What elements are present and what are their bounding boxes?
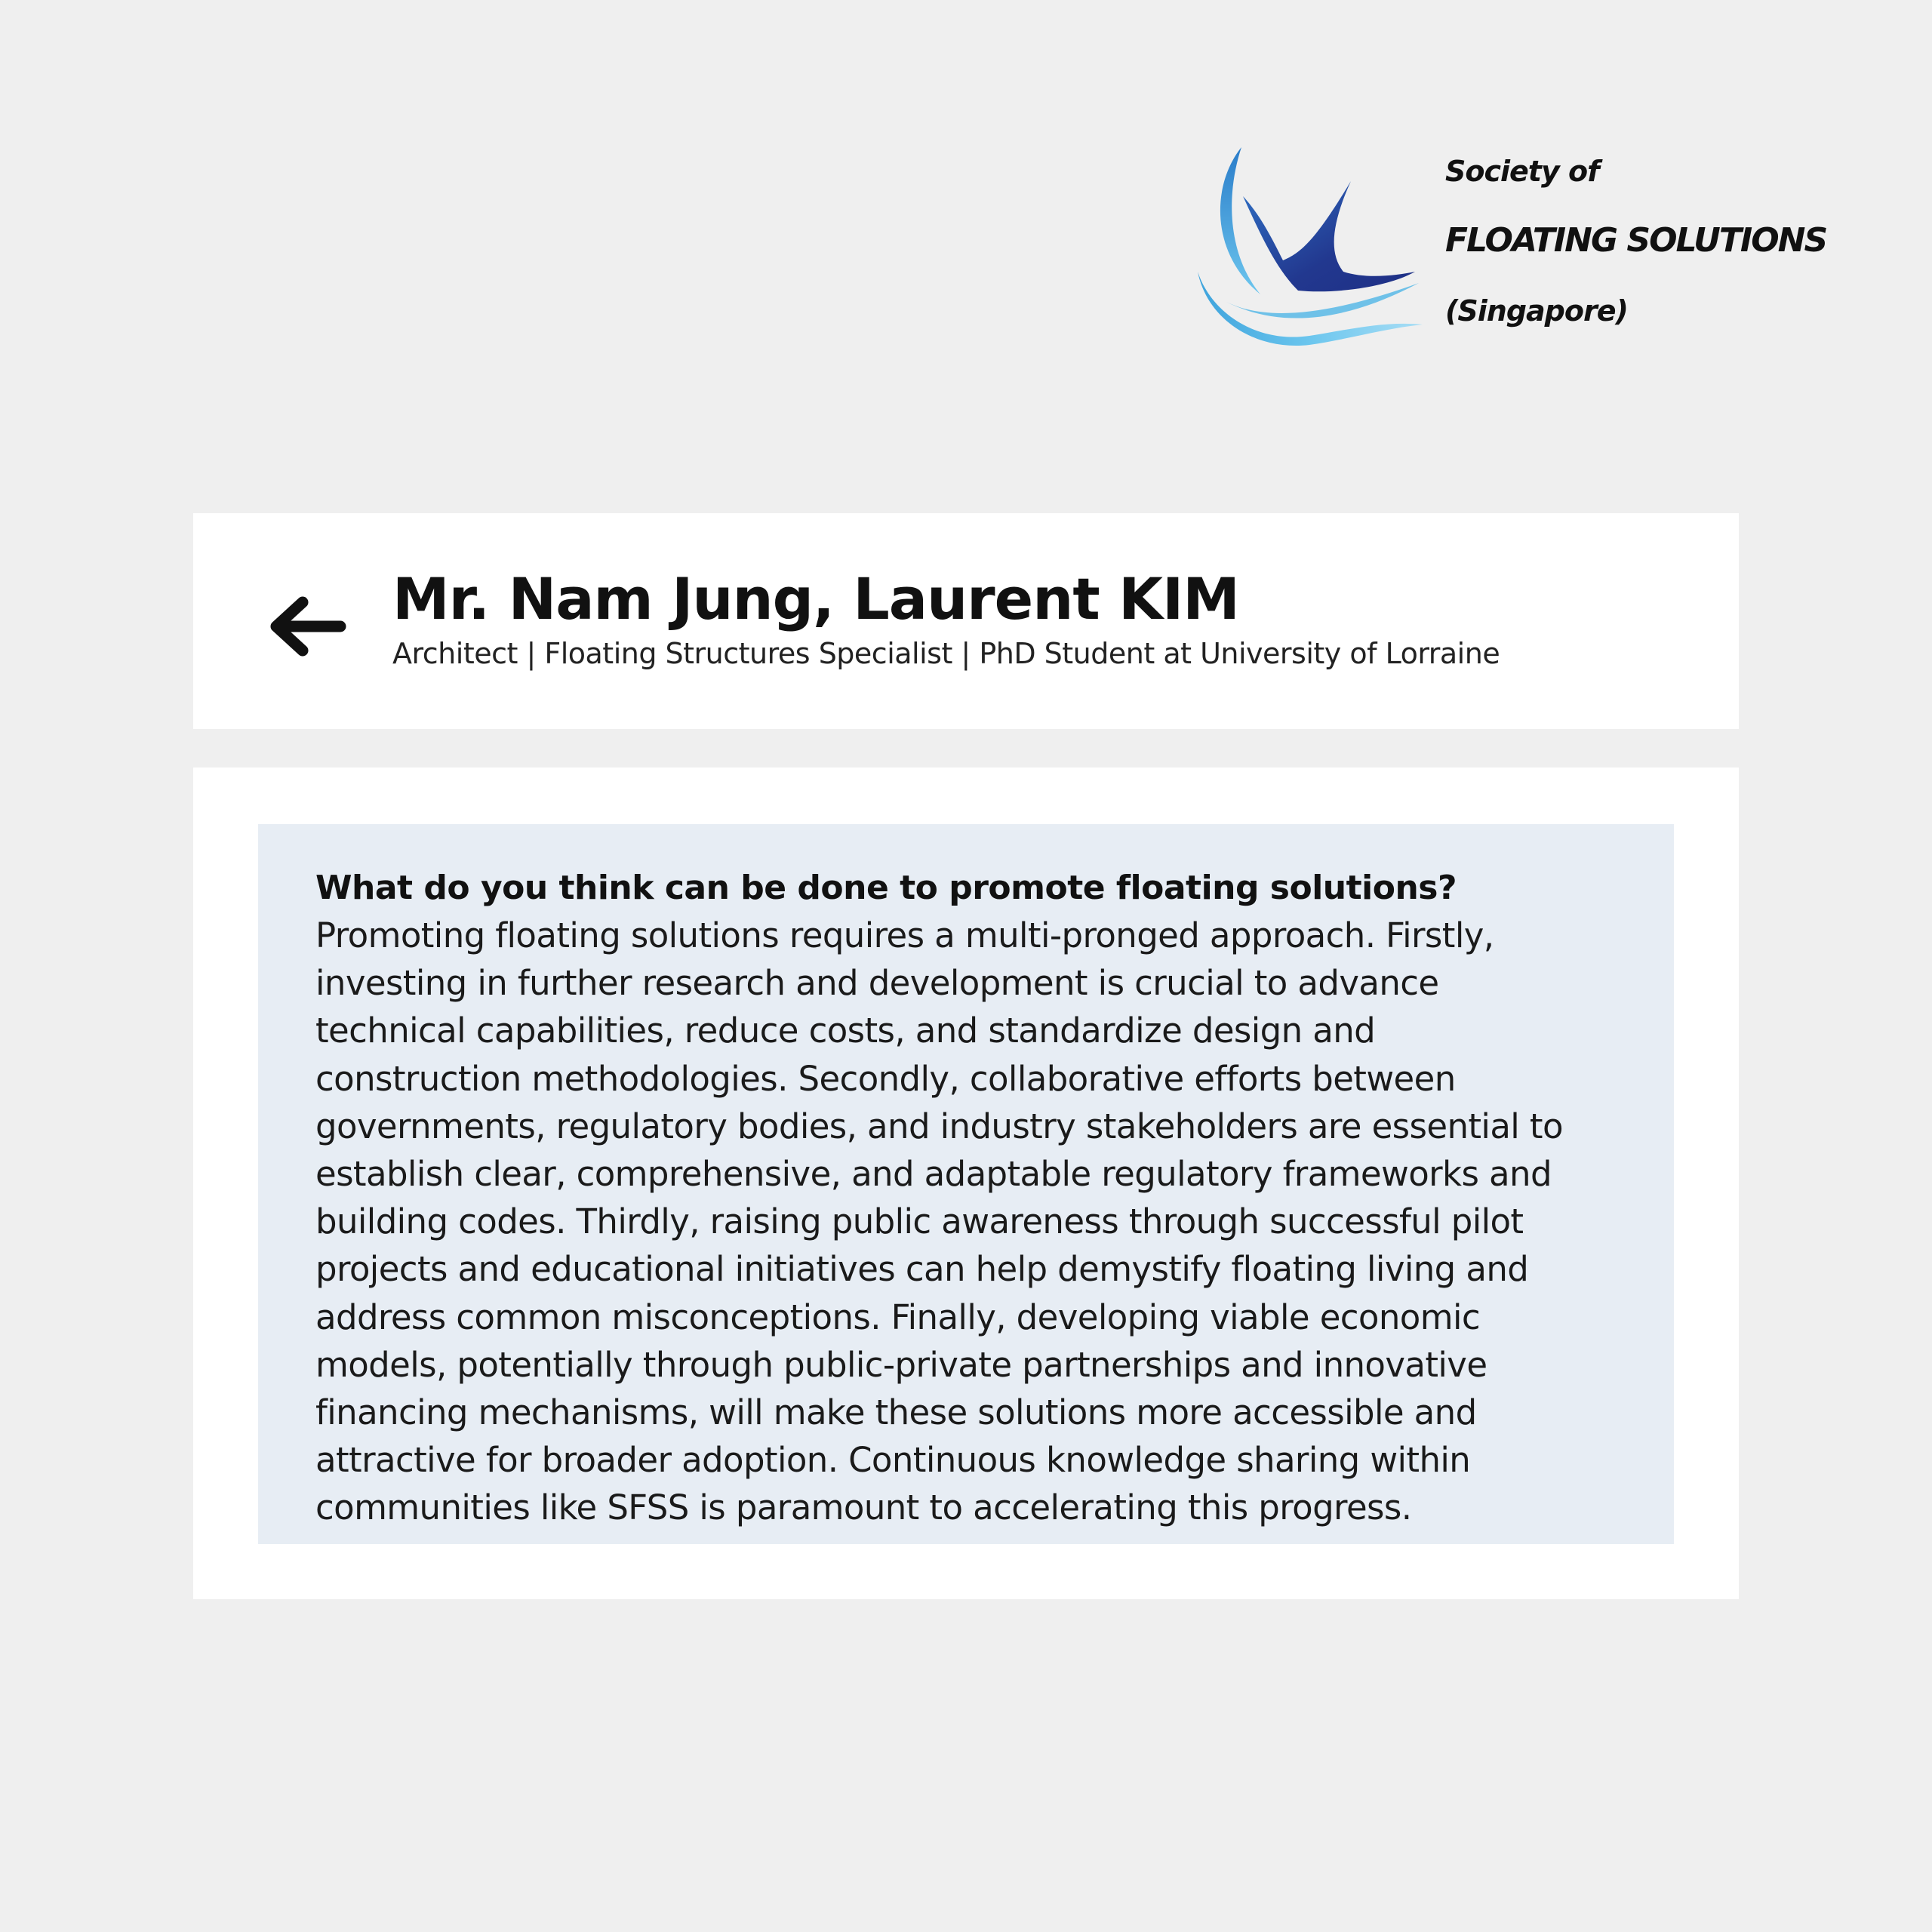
interview-answer bbox=[315, 912, 1617, 1532]
answer-line: projects and educational initiatives can help demystify floating living and bbox=[315, 1249, 1529, 1290]
manta-ray-logo-icon bbox=[1196, 140, 1423, 358]
answer-line: models, potentially through public-private partnerships and innovative bbox=[315, 1344, 1487, 1385]
person-name: Mr. Nam Jung, Laurent KIM bbox=[392, 565, 1239, 632]
interview-question: What do you think can be done to promote floating solutions? bbox=[315, 869, 1457, 907]
answer-line: technical capabilities, reduce costs, and standardize design and bbox=[315, 1011, 1376, 1051]
logo-line-singapore: (Singapore) bbox=[1445, 294, 1628, 328]
interview-content-card bbox=[193, 768, 1739, 1599]
profile-header-card bbox=[193, 513, 1739, 729]
answer-line: Promoting floating solutions requires a multi-pronged approach. Firstly, bbox=[315, 915, 1494, 955]
answer-line: construction methodologies. Secondly, collaborative efforts between bbox=[315, 1058, 1456, 1099]
answer-line: attractive for broader adoption. Continuous knowledge sharing within bbox=[315, 1440, 1471, 1481]
answer-line: investing in further research and development is crucial to advance bbox=[315, 963, 1439, 1004]
answer-line: building codes. Thirdly, raising public awareness through successful pilot bbox=[315, 1201, 1524, 1242]
logo-text bbox=[1445, 155, 1827, 351]
answer-line: financing mechanisms, will make these solutions more accessible and bbox=[315, 1392, 1477, 1433]
sfss-logo bbox=[1196, 140, 1827, 358]
answer-line: address common misconceptions. Finally, developing viable economic bbox=[315, 1297, 1480, 1337]
logo-line-society: Society of bbox=[1445, 155, 1599, 188]
question-answer-box bbox=[258, 824, 1674, 1544]
answer-line: establish clear, comprehensive, and adaptable regulatory frameworks and bbox=[315, 1154, 1552, 1195]
arrow-left-icon bbox=[269, 589, 359, 664]
answer-line: communities like SFSS is paramount to accelerating this progress. bbox=[315, 1487, 1412, 1528]
back-button[interactable] bbox=[269, 589, 359, 664]
answer-line: governments, regulatory bodies, and industry stakeholders are essential to bbox=[315, 1106, 1563, 1146]
logo-line-floating-solutions: FLOATING SOLUTIONS bbox=[1445, 221, 1827, 260]
person-subtitle: Architect | Floating Structures Specialist | PhD Student at University of Lorraine bbox=[392, 637, 1500, 670]
